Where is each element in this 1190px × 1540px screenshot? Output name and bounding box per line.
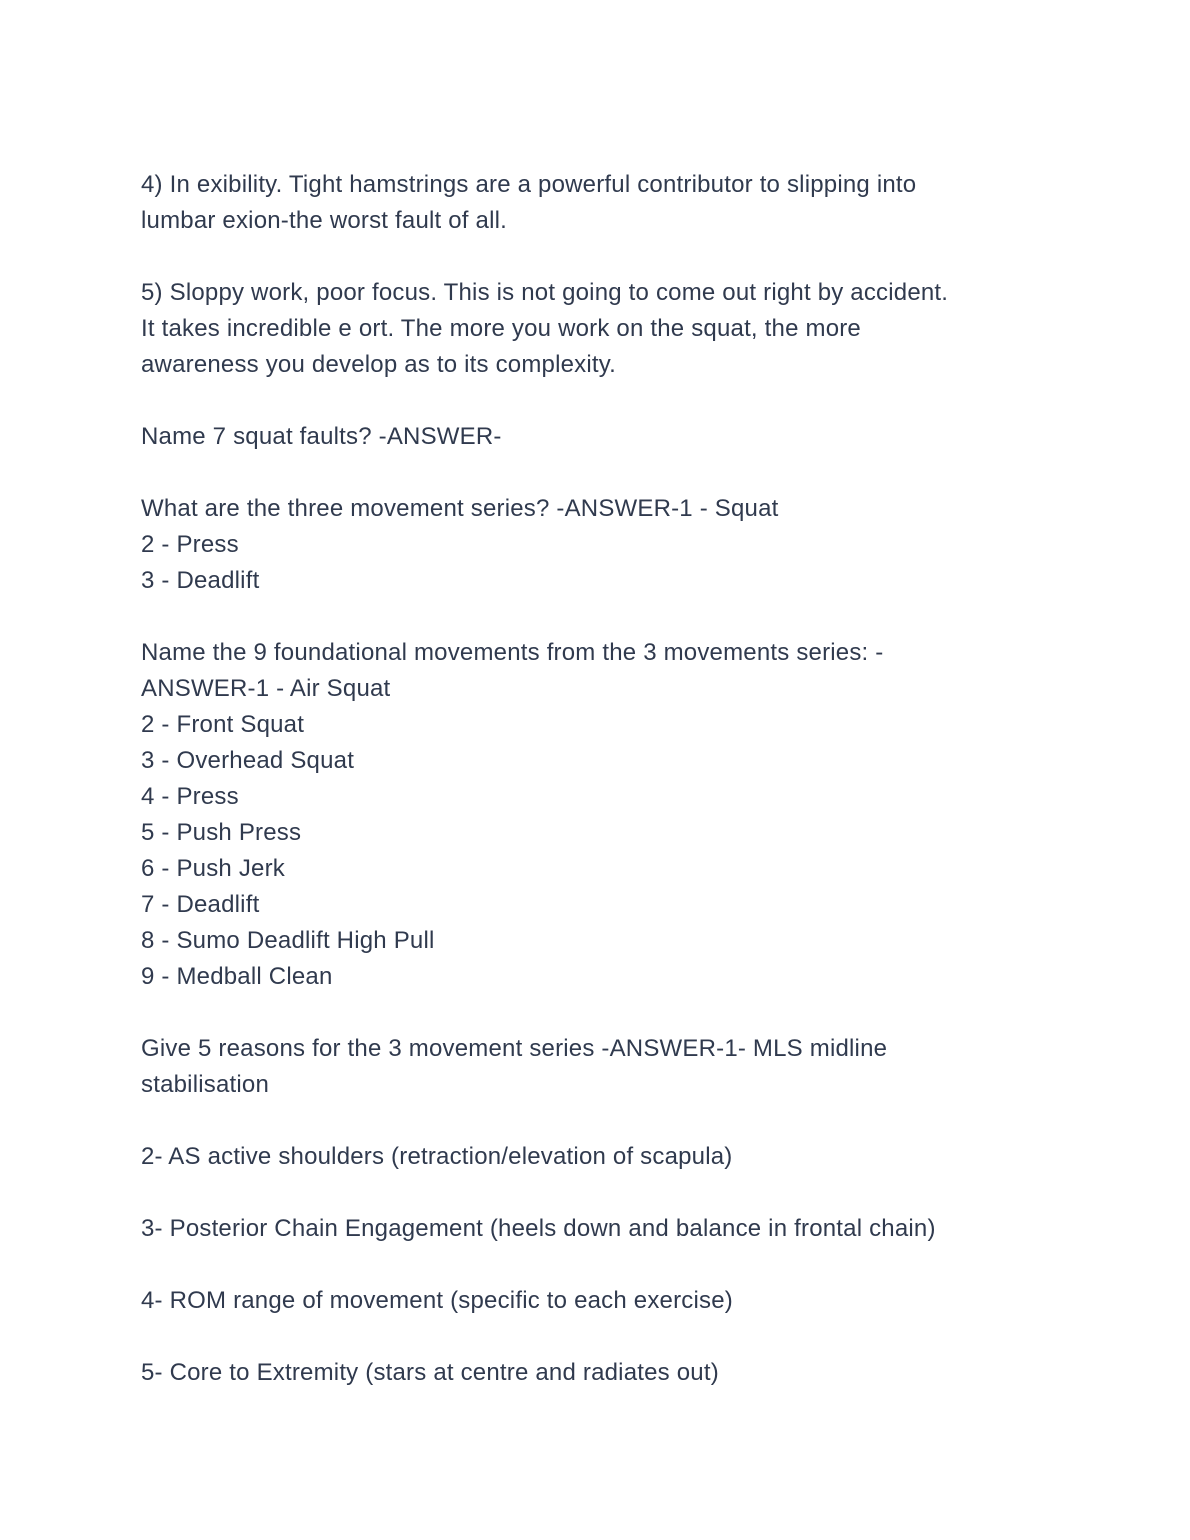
text-line: 4 - Press [141, 783, 239, 810]
paragraph-2 [141, 275, 1130, 383]
text-line: 5- Core to Extremity (stars at centre and radiates out) [141, 1359, 719, 1386]
text-line: stabilisation [141, 1071, 270, 1098]
text-line: 3 - Overhead Squat [141, 747, 355, 774]
text-line: awareness you develop as to its complexity. [141, 351, 617, 378]
text-line: Give 5 reasons for the 3 movement series -ANSWER-1- MLS midline [141, 1035, 888, 1062]
text-line: 5 - Push Press [141, 819, 302, 846]
document-text [141, 167, 1130, 1391]
text-line: What are the three movement series? -ANSWER-1 - Squat [141, 495, 779, 522]
text-line: 6 - Push Jerk [141, 855, 285, 882]
text-line: Name 7 squat faults? -ANSWER- [141, 423, 502, 450]
paragraph-10 [141, 1355, 1130, 1391]
text-line: 7 - Deadlift [141, 891, 260, 918]
paragraph-8 [141, 1211, 1130, 1247]
text-line: 3 - Deadlift [141, 567, 260, 594]
text-line: 4- ROM range of movement (specific to each exercise) [141, 1287, 733, 1314]
text-line: ANSWER-1 - Air Squat [141, 675, 391, 702]
text-line: 2 - Press [141, 531, 239, 558]
text-line: 3- Posterior Chain Engagement (heels down and balance in frontal chain) [141, 1215, 936, 1242]
paragraph-4 [141, 491, 1130, 599]
paragraph-9 [141, 1283, 1130, 1319]
paragraph-6 [141, 1031, 1130, 1103]
paragraph-5 [141, 635, 1130, 995]
text-line: 5) Sloppy work, poor focus. This is not going to come out right by accident. [141, 279, 949, 306]
text-line: 4) In exibility. Tight hamstrings are a powerful contributor to slipping into [141, 171, 917, 198]
paragraph-3 [141, 419, 1130, 455]
paragraph-1 [141, 167, 1130, 239]
text-line: It takes incredible e ort. The more you work on the squat, the more [141, 315, 861, 342]
text-line: 8 - Sumo Deadlift High Pull [141, 927, 435, 954]
text-line: Name the 9 foundational movements from the 3 movements series: - [141, 639, 884, 666]
paragraph-7 [141, 1139, 1130, 1175]
text-line: lumbar exion-the worst fault of all. [141, 207, 508, 234]
text-line: 9 - Medball Clean [141, 963, 333, 990]
text-line: 2 - Front Squat [141, 711, 305, 738]
text-line: 2- AS active shoulders (retraction/elevation of scapula) [141, 1143, 733, 1170]
